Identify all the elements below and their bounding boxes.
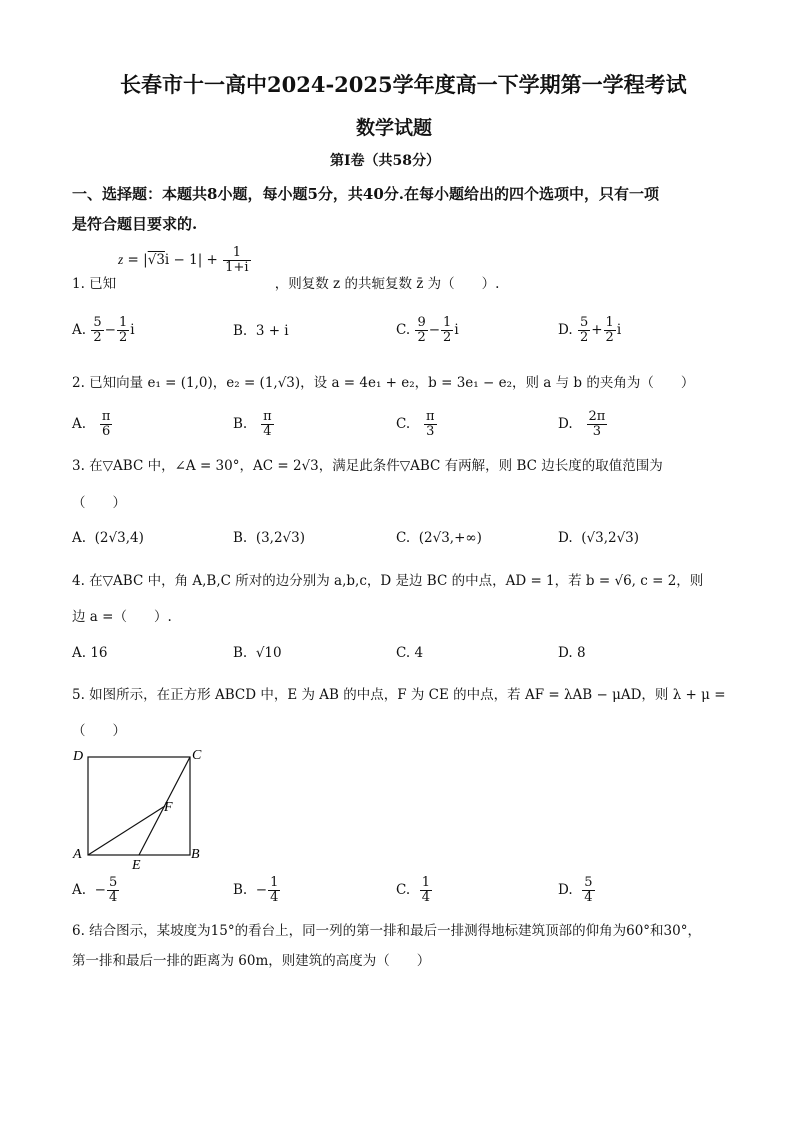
question-5-option-c[interactable]: C. $\frac{1}{4}$	[396, 875, 431, 905]
question-4-stem-line2: 边 a =（ ）.	[72, 609, 172, 625]
question-3-option-a[interactable]: A. (2√3,4)	[72, 530, 144, 546]
question-2-option-c[interactable]: C. $\frac{\pi}{3}$	[396, 409, 435, 439]
question-3-stem-line2: （ ）	[72, 495, 126, 511]
question-5-option-a[interactable]: A. − $\frac{5}{4}$	[72, 875, 118, 905]
question-1-stem: 1. 已知 ，则复数 z 的共轭复数 z̄ 为（ ）.	[72, 276, 500, 292]
question-6-stem-line1: 6. 结合图示，某坡度为15°的看台上，同一列的第一排和最后一排测得地标建筑顶部的仰角为60°和30°，	[72, 923, 701, 939]
question-3-stem-line1: 3. 在▽ABC 中，∠A = 30°，AC = 2√3，满足此条件▽ABC 有两解，则 BC 边长度的取值范围为	[72, 458, 663, 474]
question-2-option-d[interactable]: D. $\frac{2\pi}{3}$	[558, 409, 606, 439]
question-5-stem-line1: 5. 如图所示，在正方形 ABCD 中，E 为 AB 的中点，F 为 CE 的中点，若 AF = λAB − μAD，则 λ + μ =	[72, 687, 726, 703]
label-c: C	[192, 748, 202, 763]
question-1-option-a[interactable]: A. $\frac{5}{2}$ − $\frac{1}{2}$ i	[72, 315, 135, 345]
question-2-option-b[interactable]: B. $\frac{\pi}{4}$	[233, 409, 272, 439]
question-1-formula: z = |√3i − 1| + $\frac{1}{1+i}$	[118, 245, 249, 275]
question-3-option-c[interactable]: C. (2√3,+∞)	[396, 530, 482, 546]
label-a: A	[73, 847, 82, 862]
section-heading-line2: 是符合题目要求的.	[72, 215, 198, 233]
label-d: D	[73, 749, 84, 764]
label-b: B	[191, 847, 200, 862]
question-3-option-b[interactable]: B. (3,2√3)	[233, 530, 306, 546]
question-4-option-c[interactable]: C. 4	[396, 645, 424, 661]
question-4-stem-line1: 4. 在▽ABC 中，角 A,B,C 所对的边分别为 a,b,c，D 是边 BC 的中点，AD = 1，若 b = √6, c = 2，则	[72, 573, 704, 589]
paper-title: 长春市十一高中2024-2025学年度高一下学期第一学程考试	[120, 72, 687, 97]
label-e: E	[132, 858, 141, 873]
question-6-stem-line2: 第一排和最后一排的距离为 60m，则建筑的高度为（ ）	[72, 953, 431, 969]
question-2-option-a[interactable]: A. $\frac{\pi}{6}$	[72, 409, 111, 439]
paper-subtitle: 数学试题	[356, 117, 433, 139]
question-1-option-b[interactable]: B. 3 + i	[233, 323, 289, 339]
question-5-option-b[interactable]: B. − $\frac{1}{4}$	[233, 875, 279, 905]
volume-heading: 第Ⅰ卷（共58分）	[330, 153, 441, 169]
question-3-option-d[interactable]: D. (√3,2√3)	[558, 530, 640, 546]
question-1-option-c[interactable]: C. $\frac{9}{2}$ − $\frac{1}{2}$ i	[396, 315, 459, 345]
question-5-option-d[interactable]: D. $\frac{5}{4}$	[558, 875, 593, 905]
question-5-stem-line2: （ ）	[72, 723, 126, 739]
question-1-option-d[interactable]: D. $\frac{5}{2}$ + $\frac{1}{2}$ i	[558, 315, 622, 345]
question-2-stem: 2. 已知向量 e₁ = (1,0)，e₂ = (1,√3)，设 a = 4e₁ + e₂，b = 3e₁ − e₂，则 a 与 b 的夹角为（ ）	[72, 375, 695, 391]
section-heading-line1: 一、选择题：本题共8小题，每小题5分，共40分.在每小题给出的四个选项中，只有一项	[72, 185, 659, 203]
label-f: F	[164, 800, 173, 815]
question-4-option-d[interactable]: D. 8	[558, 645, 586, 661]
question-4-option-b[interactable]: B. √10	[233, 645, 282, 661]
question-4-option-a[interactable]: A. 16	[72, 645, 108, 661]
square-figure	[70, 745, 210, 875]
